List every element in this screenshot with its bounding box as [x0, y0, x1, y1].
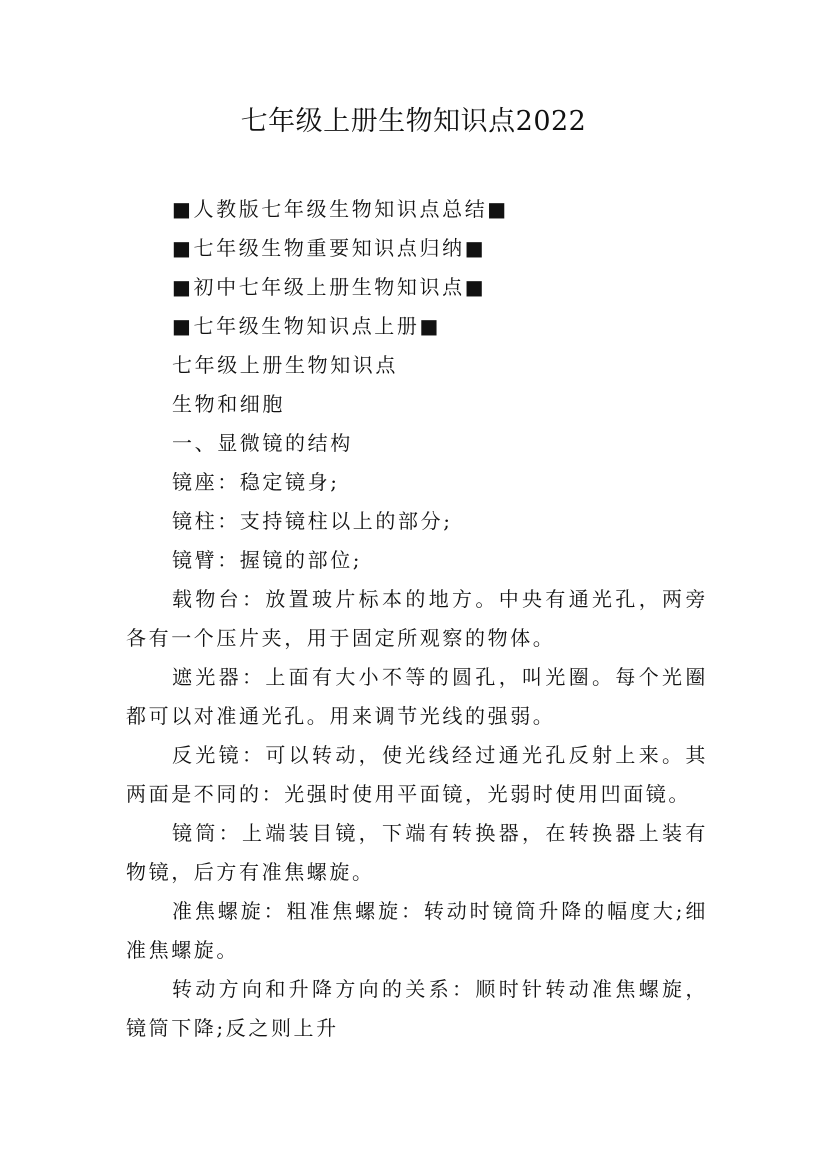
text-line: 七年级上册生物知识点	[172, 353, 398, 377]
text-line: 镜臂：握镜的部位;	[172, 548, 363, 572]
text-line: 镜柱：支持镜柱以上的部分;	[172, 509, 453, 533]
paragraph: 遮光器：上面有大小不等的圆孔，叫光圈。每个光圈都可以对准通光孔。用来调节光线的强弱。	[126, 665, 708, 728]
text-line: 镜座：稳定镜身;	[172, 470, 340, 494]
document-title: 七年级上册生物知识点2022	[240, 106, 587, 137]
paragraph: 转动方向和升降方向的关系：顺时针转动准焦螺旋，镜筒下降;反之则上升	[126, 977, 708, 1040]
section-heading: 生物和细胞	[172, 392, 285, 416]
text-line: ■人教版七年级生物知识点总结■	[172, 197, 509, 221]
subsection-heading: 一、显微镜的结构	[172, 431, 353, 455]
paragraph: 镜筒：上端装目镜，下端有转换器，在转换器上装有物镜，后方有准焦螺旋。	[126, 821, 708, 884]
text-line: ■七年级生物重要知识点归纳■	[172, 236, 487, 260]
text-line: ■七年级生物知识点上册■	[172, 314, 441, 338]
text-line: ■初中七年级上册生物知识点■	[172, 275, 487, 299]
paragraph: 准焦螺旋：粗准焦螺旋：转动时镜筒升降的幅度大;细准焦螺旋。	[126, 899, 708, 962]
paragraph: 载物台：放置玻片标本的地方。中央有通光孔，两旁各有一个压片夹，用于固定所观察的物体。	[126, 587, 708, 650]
document-body	[126, 190, 708, 1048]
paragraph: 反光镜：可以转动，使光线经过通光孔反射上来。其两面是不同的：光强时使用平面镜，光弱时使用凹面镜。	[126, 743, 708, 806]
